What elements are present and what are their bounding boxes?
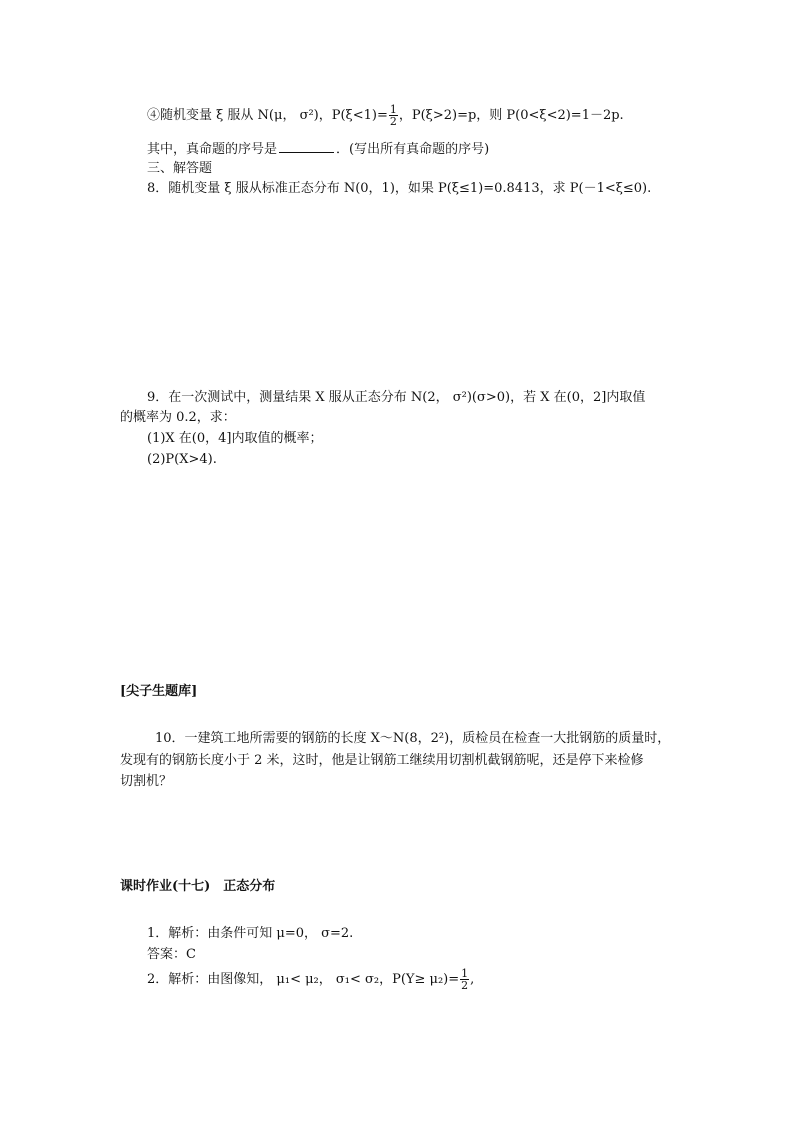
section-heading-3: 三、解答题 — [147, 161, 213, 176]
fraction-one-half-answer — [460, 968, 469, 991]
question-9-line-2: 的概率为 0.2，求： — [120, 410, 236, 425]
answer-blank — [279, 140, 334, 153]
answer-2-text-a: 2．解析：由图像知， μ₁< μ₂， σ₁< σ₂，P(Y≥ μ₂)= — [147, 972, 460, 987]
question-text-a: 其中，真命题的序号是 — [147, 142, 278, 157]
item-4-text-b: ，P(ξ>2)=p，则 P(0<ξ<2)=1－2p. — [398, 108, 624, 123]
question-9-part-2: (2)P(X>4). — [147, 452, 217, 467]
section-title-bank: [尖子生题库] — [120, 684, 198, 699]
question-9-line-1: 9．在一次测试中，测量结果 X 服从正态分布 N(2， σ²)(σ>0)，若 X 在(0，2]内取值 — [147, 390, 646, 405]
question-8: 8．随机变量 ξ 服从标准正态分布 N(0，1)，如果 P(ξ≤1)=0.8413，求 P(－1<ξ≤0). — [147, 181, 652, 196]
fraction-one-half — [389, 104, 398, 127]
fraction-numerator: 1 — [461, 967, 469, 980]
fraction-denominator: 2 — [461, 979, 469, 992]
fraction-numerator: 1 — [389, 103, 397, 116]
item-4-line — [147, 104, 624, 127]
item-4-text-a: ④随机变量 ξ 服从 N(μ， σ²)，P(ξ<1)= — [147, 108, 388, 123]
question-9-part-1: (1)X 在(0，4]内取值的概率； — [147, 431, 323, 446]
question-10-line-1: 10．一建筑工地所需要的钢筋的长度 X～N(8，2²)，质检员在检查一大批钢筋的质量时， — [155, 731, 671, 746]
answer-1-explanation: 1．解析：由条件可知 μ=0， σ=2. — [147, 926, 354, 941]
question-text-b: ．(写出所有真命题的序号) — [336, 142, 490, 157]
answers-title: 课时作业(十七) 正态分布 — [120, 879, 276, 894]
answer-2-text-b: , — [470, 972, 475, 987]
question-true-propositions — [147, 140, 489, 159]
question-10-line-2: 发现有的钢筋长度小于 2 米，这时，他是让钢筋工继续用切割机截钢筋呢，还是停下来检修 — [120, 753, 644, 768]
answer-2-line — [147, 968, 474, 991]
question-10-line-3: 切割机？ — [120, 774, 173, 789]
answer-1-choice: 答案：C — [147, 947, 196, 962]
fraction-denominator: 2 — [389, 115, 397, 128]
